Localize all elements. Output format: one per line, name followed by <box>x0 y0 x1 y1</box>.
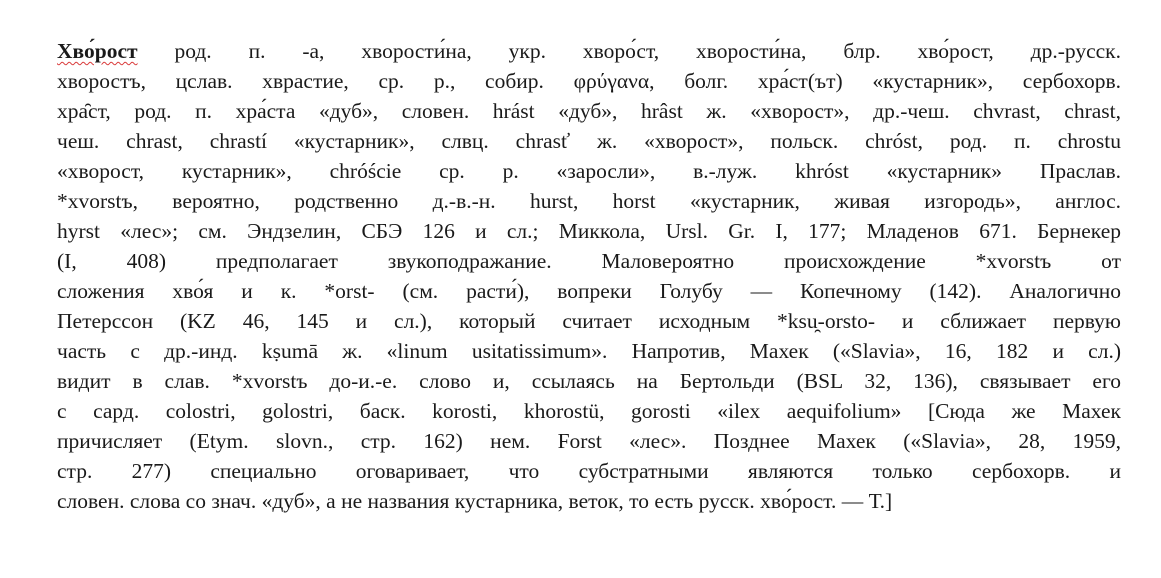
entry-line-8: (I, 408) предполагает звукоподражание. Маловероятно происхождение *xvorstъ от <box>57 249 1121 273</box>
entry-line-4: чеш. chrast, chrastí «кустарник», слвц. chrasť ж. «хворост», польск. chróst, род. п. chrostu <box>57 129 1121 153</box>
entry-line-7: hyrst «лес»; см. Эндзелин, СБЭ 126 и сл.; Миккола, Ursl. Gr. I, 177; Младенов 671. Бернекер <box>57 219 1121 243</box>
entry-line-text: род. п. -а, хворости́на, укр. хворо́ст, хворости́на, блр. хво́рост, др.-русск. <box>137 39 1121 63</box>
entry-line-3: хра̑ст, род. п. хра́ста «дуб», словен. hrást «дуб», hrâst ж. «хворост», др.-чеш. chvrast, chrast, <box>57 99 1121 123</box>
entry-line-6: *xvorstъ, вероятно, родственно д.-в.-н. hurst, horst «кустарник, живая изгородь», англос. <box>57 189 1121 213</box>
entry-line-10: Петерссон (KZ 46, 145 и сл.), который считает исходным *ksu̯-orsto- и сближает первую <box>57 309 1121 333</box>
entry-line-14: причисляет (Etym. slovn., стр. 162) нем. Forst «лес». Позднее Махек («Slavia», 28, 1959, <box>57 429 1121 453</box>
entry-line-2: хворостъ, цслав. хврастие, ср. р., собир. φρύγανα, болг. хра́ст(ът) «кустарник», сербохорв. <box>57 69 1121 93</box>
entry-line-12: видит в слав. *xvorstъ до-и.-е. слово и, ссылаясь на Бертольди (BSL 32, 136), связывает его <box>57 369 1121 393</box>
entry-line-13: с сард. colostri, golostri, баск. korosti, khorostü, gorosti «ilex aequifolium» [Сюда же Махек <box>57 399 1121 423</box>
entry-line-11: часть с др.-инд. kṣumā ж. «linum usitatissimum». Напротив, Махек («Slavia», 16, 182 и сл.) <box>57 339 1121 363</box>
dictionary-entry <box>57 36 1121 516</box>
entry-line-16: словен. слова со знач. «дуб», а не названия кустарника, веток, то есть русск. хво́рост. — Т.] <box>57 489 893 513</box>
entry-line-15: стр. 277) специально оговаривает, что субстратными являются только сербохорв. и <box>57 459 1121 483</box>
entry-line-1 <box>57 36 1121 66</box>
entry-headword: Хво́рост <box>57 39 138 63</box>
entry-line-5: «хворост, кустарник», chróście ср. р. «заросли», в.-луж. khróst «кустарник» Праслав. <box>57 159 1121 183</box>
entry-line-9: сложения хво́я и к. *orst- (см. расти́), вопреки Голубу — Копечному (142). Аналогично <box>57 279 1121 303</box>
